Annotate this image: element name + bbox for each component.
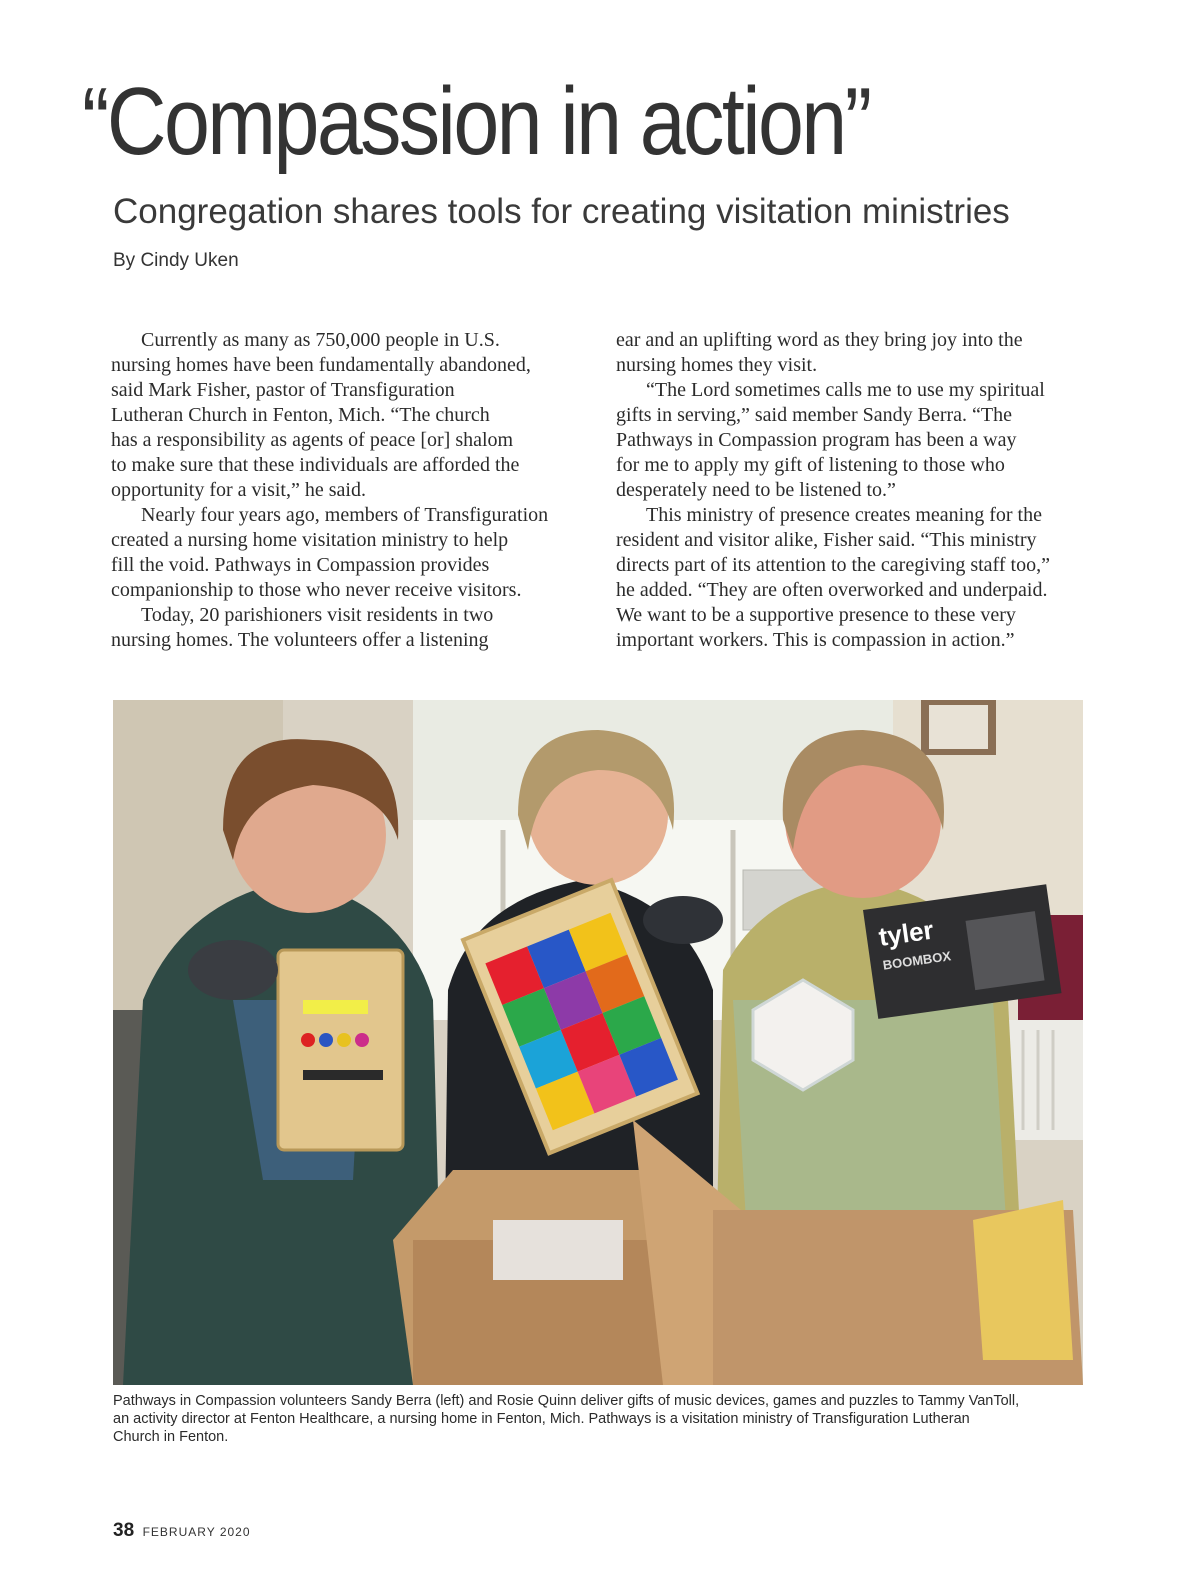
article-title: “Compassion in action” — [82, 68, 870, 175]
body-line: desperately need to be listened to.” — [616, 479, 896, 501]
body-line: said Mark Fisher, pastor of Transfiguration — [111, 379, 455, 401]
byline: By Cindy Uken — [113, 250, 239, 271]
body-line: directs part of its attention to the caregiving staff too,” — [616, 554, 1050, 576]
body-line: We want to be a supportive presence to these very — [616, 604, 1016, 626]
caption-line: an activity director at Fenton Healthcare, a nursing home in Fenton, Mich. Pathways is a visitation ministry of Transfiguration Lutheran — [113, 1411, 970, 1427]
photo-illustration — [113, 700, 1083, 1385]
body-line: to make sure that these individuals are afforded the — [111, 454, 520, 476]
body-line: Nearly four years ago, members of Transfiguration — [141, 504, 549, 526]
body-column-left — [111, 328, 581, 653]
body-line: Lutheran Church in Fenton, Mich. “The church — [111, 404, 490, 426]
body-column-right — [616, 328, 1078, 653]
body-line: This ministry of presence creates meaning for the — [646, 504, 1042, 526]
caption-line: Church in Fenton. — [113, 1429, 229, 1445]
body-line: nursing homes have been fundamentally abandoned, — [111, 354, 531, 376]
body-line: Pathways in Compassion program has been a way — [616, 429, 1017, 451]
issue-date: FEBRUARY 2020 — [142, 1525, 251, 1539]
body-line: important workers. This is compassion in action.” — [616, 629, 1015, 651]
body-line: gifts in serving,” said member Sandy Berra. “The — [616, 404, 1012, 426]
body-line: created a nursing home visitation ministry to help — [111, 529, 509, 551]
body-line: companionship to those who never receive visitors. — [111, 579, 522, 601]
boombox-label: BOOMBOX — [881, 948, 952, 973]
body-line: ear and an uplifting word as they bring joy into the — [616, 329, 1023, 351]
body-line: Currently as many as 750,000 people in U.S. — [141, 329, 500, 351]
page-footer — [113, 1520, 251, 1542]
page-number: 38 — [113, 1520, 135, 1541]
body-line: has a responsibility as agents of peace [or] shalom — [111, 429, 514, 451]
body-line: fill the void. Pathways in Compassion provides — [111, 554, 490, 576]
body-line: he added. “They are often overworked and underpaid. — [616, 579, 1048, 601]
boombox-brand: tyler — [876, 914, 936, 952]
body-line: nursing homes. The volunteers offer a listening — [111, 629, 489, 651]
article-subtitle: Congregation shares tools for creating visitation ministries — [113, 192, 1010, 231]
body-line: Today, 20 parishioners visit residents in two — [141, 604, 494, 626]
body-line: resident and visitor alike, Fisher said. “This ministry — [616, 529, 1037, 551]
photo-caption — [113, 1392, 1088, 1446]
caption-line: Pathways in Compassion volunteers Sandy Berra (left) and Rosie Quinn deliver gifts of music devices, games and puzzles to Tammy VanToll, — [113, 1393, 1020, 1409]
volunteers-photo — [113, 700, 1083, 1385]
body-line: “The Lord sometimes calls me to use my spiritual — [646, 379, 1045, 401]
body-line: for me to apply my gift of listening to those who — [616, 454, 1005, 476]
body-line: opportunity for a visit,” he said. — [111, 479, 366, 501]
body-line: nursing homes they visit. — [616, 354, 818, 376]
